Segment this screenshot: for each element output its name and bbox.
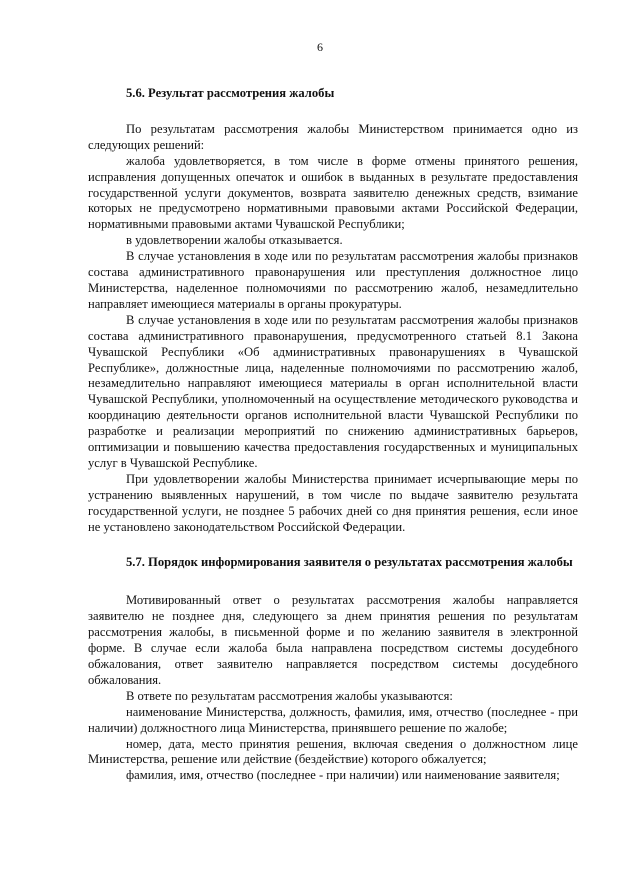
paragraph: При удовлетворении жалобы Министерства принимает исчерпывающие меры по устранению выявленных нарушений, в том числе по выдаче заявителю результата государственной услуги, не позднее 5 рабочих дней со дня принятия решения, если иное не установлено законодательством Российской Федерации. (88, 471, 578, 534)
paragraph: В ответе по результатам рассмотрения жалобы указываются: (126, 688, 453, 703)
paragraph: номер, дата, место принятия решения, включая сведения о должностном лице Министерства, решение или действие (бездействие) которого обжалуется; (88, 736, 578, 767)
section-heading-5-6: 5.6. Результат рассмотрения жалобы (126, 86, 335, 100)
paragraph: в удовлетворении жалобы отказывается. (126, 233, 343, 248)
section-heading-5-7: 5.7. Порядок информирования заявителя о результатах рассмотрения жалобы (126, 555, 573, 570)
paragraph: В случае установления в ходе или по результатам рассмотрения жалобы признаков состава административного правонарушения или преступления должностное лицо Министерства, наделенное полномочиями по рассмотрению жалоб, незамедлительно направляет имеющиеся материалы в органы прокуратуры. (88, 249, 578, 311)
paragraph: Мотивированный ответ о результатах рассмотрения жалобы направляется заявителю не позднее дня, следующего за днем принятия решения по результатам рассмотрения жалобы, в письменной форме и по желанию заявителя в электронной форме. В случае если жалоба была направлена посредством системы досудебного обжалования, ответ заявителю направляется посредством системы досудебного обжалования. (88, 593, 578, 687)
paragraph: В случае установления в ходе или по результатам рассмотрения жалобы признаков состава административного правонарушения, предусмотренного статьей 8.1 Закона Чувашской Республики «Об административных правонарушениях в Чувашской Республике», должностные лица, наделенные полномочиями по рассмотрению жалоб, незамедлительно направляют имеющиеся материалы в орган исполнительной власти Чувашской Республики, уполномоченный на осуществление методического руководства и координацию деятельности органов исполнительной власти Чувашской Республики по разработке и реализации мероприятий по снижению административных барьеров, оптимизации и повышению качества предоставления государственных и муниципальных услуг в Чувашской Республике. (88, 312, 578, 470)
paragraph: фамилия, имя, отчество (последнее - при наличии) или наименование заявителя; (126, 768, 560, 783)
paragraph: наименование Министерства, должность, фамилия, имя, отчество (последнее - при наличии) должностного лица Министерства, принявшего решение по жалобе; (88, 704, 578, 735)
document-body (88, 86, 578, 784)
paragraph: По результатам рассмотрения жалобы Министерством принимается одно из следующих решений: (88, 121, 578, 152)
page-number: 6 (317, 40, 323, 54)
paragraph: жалоба удовлетворяется, в том числе в форме отмены принятого решения, исправления допущенных опечаток и ошибок в выданных в результате предоставления государственной услуги документов, возврата заявителю денежных средств, взимание которых не предусмотрено нормативными правовыми актами Российской Федерации, нормативными правовыми актами Чувашской Республики; (88, 153, 578, 232)
